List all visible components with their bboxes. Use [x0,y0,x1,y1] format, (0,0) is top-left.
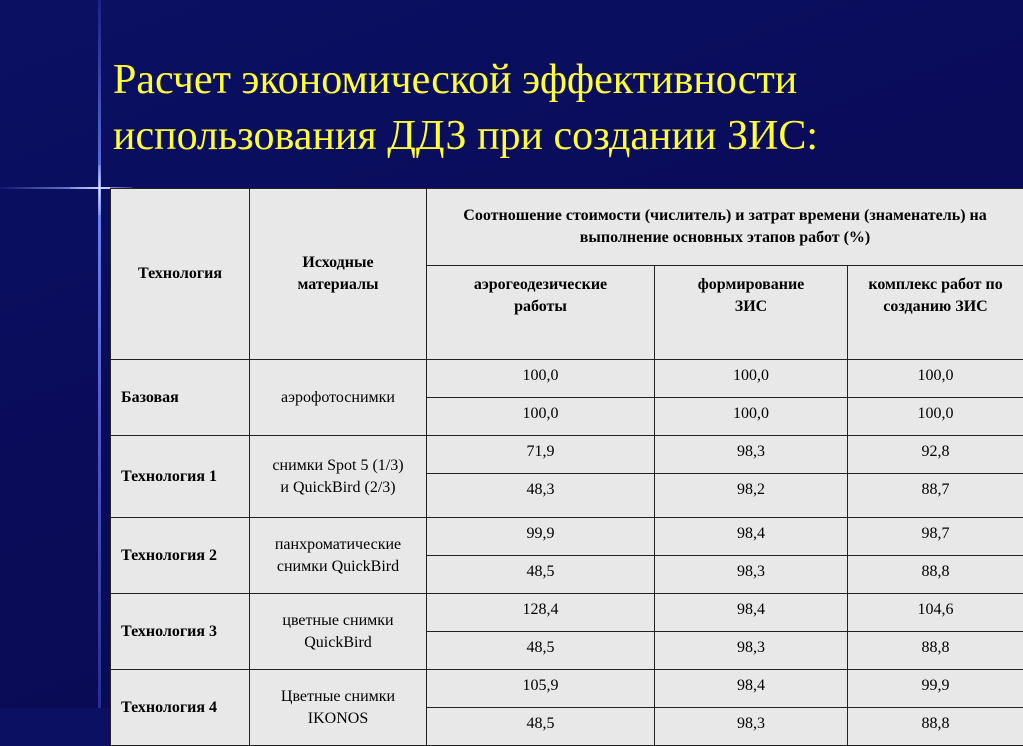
sparkle-decoration-vertical [98,165,101,215]
tech-name: Технология 3 [111,594,250,670]
value-cell: 100,0 [848,360,1023,398]
value-cell: 98,7 [848,518,1023,556]
value-cell: 104,6 [848,594,1023,632]
value-cell: 128,4 [427,594,655,632]
value-cell: 98,3 [655,436,848,474]
slide-title [113,52,1003,164]
header-materials: Исходные материалы [250,189,427,360]
table-row [111,360,1023,398]
left-glow-line [98,0,101,708]
tech-name: Технология 1 [111,436,250,518]
value-cell: 100,0 [427,398,655,436]
value-cell: 98,3 [655,632,848,670]
value-cell: 98,3 [655,556,848,594]
value-cell: 88,8 [848,556,1023,594]
value-cell: 99,9 [427,518,655,556]
value-cell: 98,4 [655,594,848,632]
table-row [111,436,1023,474]
header-technology: Технология [111,189,250,360]
value-cell: 105,9 [427,670,655,708]
source-material: Цветные снимки IKONOS [250,670,427,746]
efficiency-table [110,188,1023,746]
value-cell: 88,8 [848,632,1023,670]
value-cell: 98,2 [655,474,848,518]
value-cell: 48,5 [427,556,655,594]
value-cell: 100,0 [655,360,848,398]
table-row [111,518,1023,556]
value-cell: 100,0 [655,398,848,436]
efficiency-table-container [110,188,1023,746]
value-cell: 99,9 [848,670,1023,708]
value-cell: 88,8 [848,708,1023,746]
source-material: панхроматические снимки QuickBird [250,518,427,594]
value-cell: 48,3 [427,474,655,518]
header-formation: формирование ЗИС [655,266,848,360]
value-cell: 98,3 [655,708,848,746]
value-cell: 100,0 [427,360,655,398]
table-row [111,670,1023,708]
source-material: цветные снимки QuickBird [250,594,427,670]
value-cell: 100,0 [848,398,1023,436]
tech-name: Технология 4 [111,670,250,746]
tech-name: Базовая [111,360,250,436]
table-row [111,594,1023,632]
value-cell: 48,5 [427,632,655,670]
source-material: аэрофотоснимки [250,360,427,436]
header-ratio-group: Соотношение стоимости (числитель) и затрат времени (знаменатель) на выполнение основных этапов работ (%) [427,189,1023,266]
header-row-1 [111,189,1023,266]
value-cell: 48,5 [427,708,655,746]
value-cell: 98,4 [655,518,848,556]
value-cell: 88,7 [848,474,1023,518]
value-cell: 92,8 [848,436,1023,474]
value-cell: 98,4 [655,670,848,708]
tech-name: Технология 2 [111,518,250,594]
source-material: снимки Spot 5 (1/3) и QuickBird (2/3) [250,436,427,518]
title-line-2: использования ДДЗ при создании ЗИС: [113,108,1003,164]
value-cell: 71,9 [427,436,655,474]
header-aero: аэрогеодезические работы [427,266,655,360]
header-complex: комплекс работ по созданию ЗИС [848,266,1023,360]
title-line-1: Расчет экономической эффективности [113,52,1003,108]
